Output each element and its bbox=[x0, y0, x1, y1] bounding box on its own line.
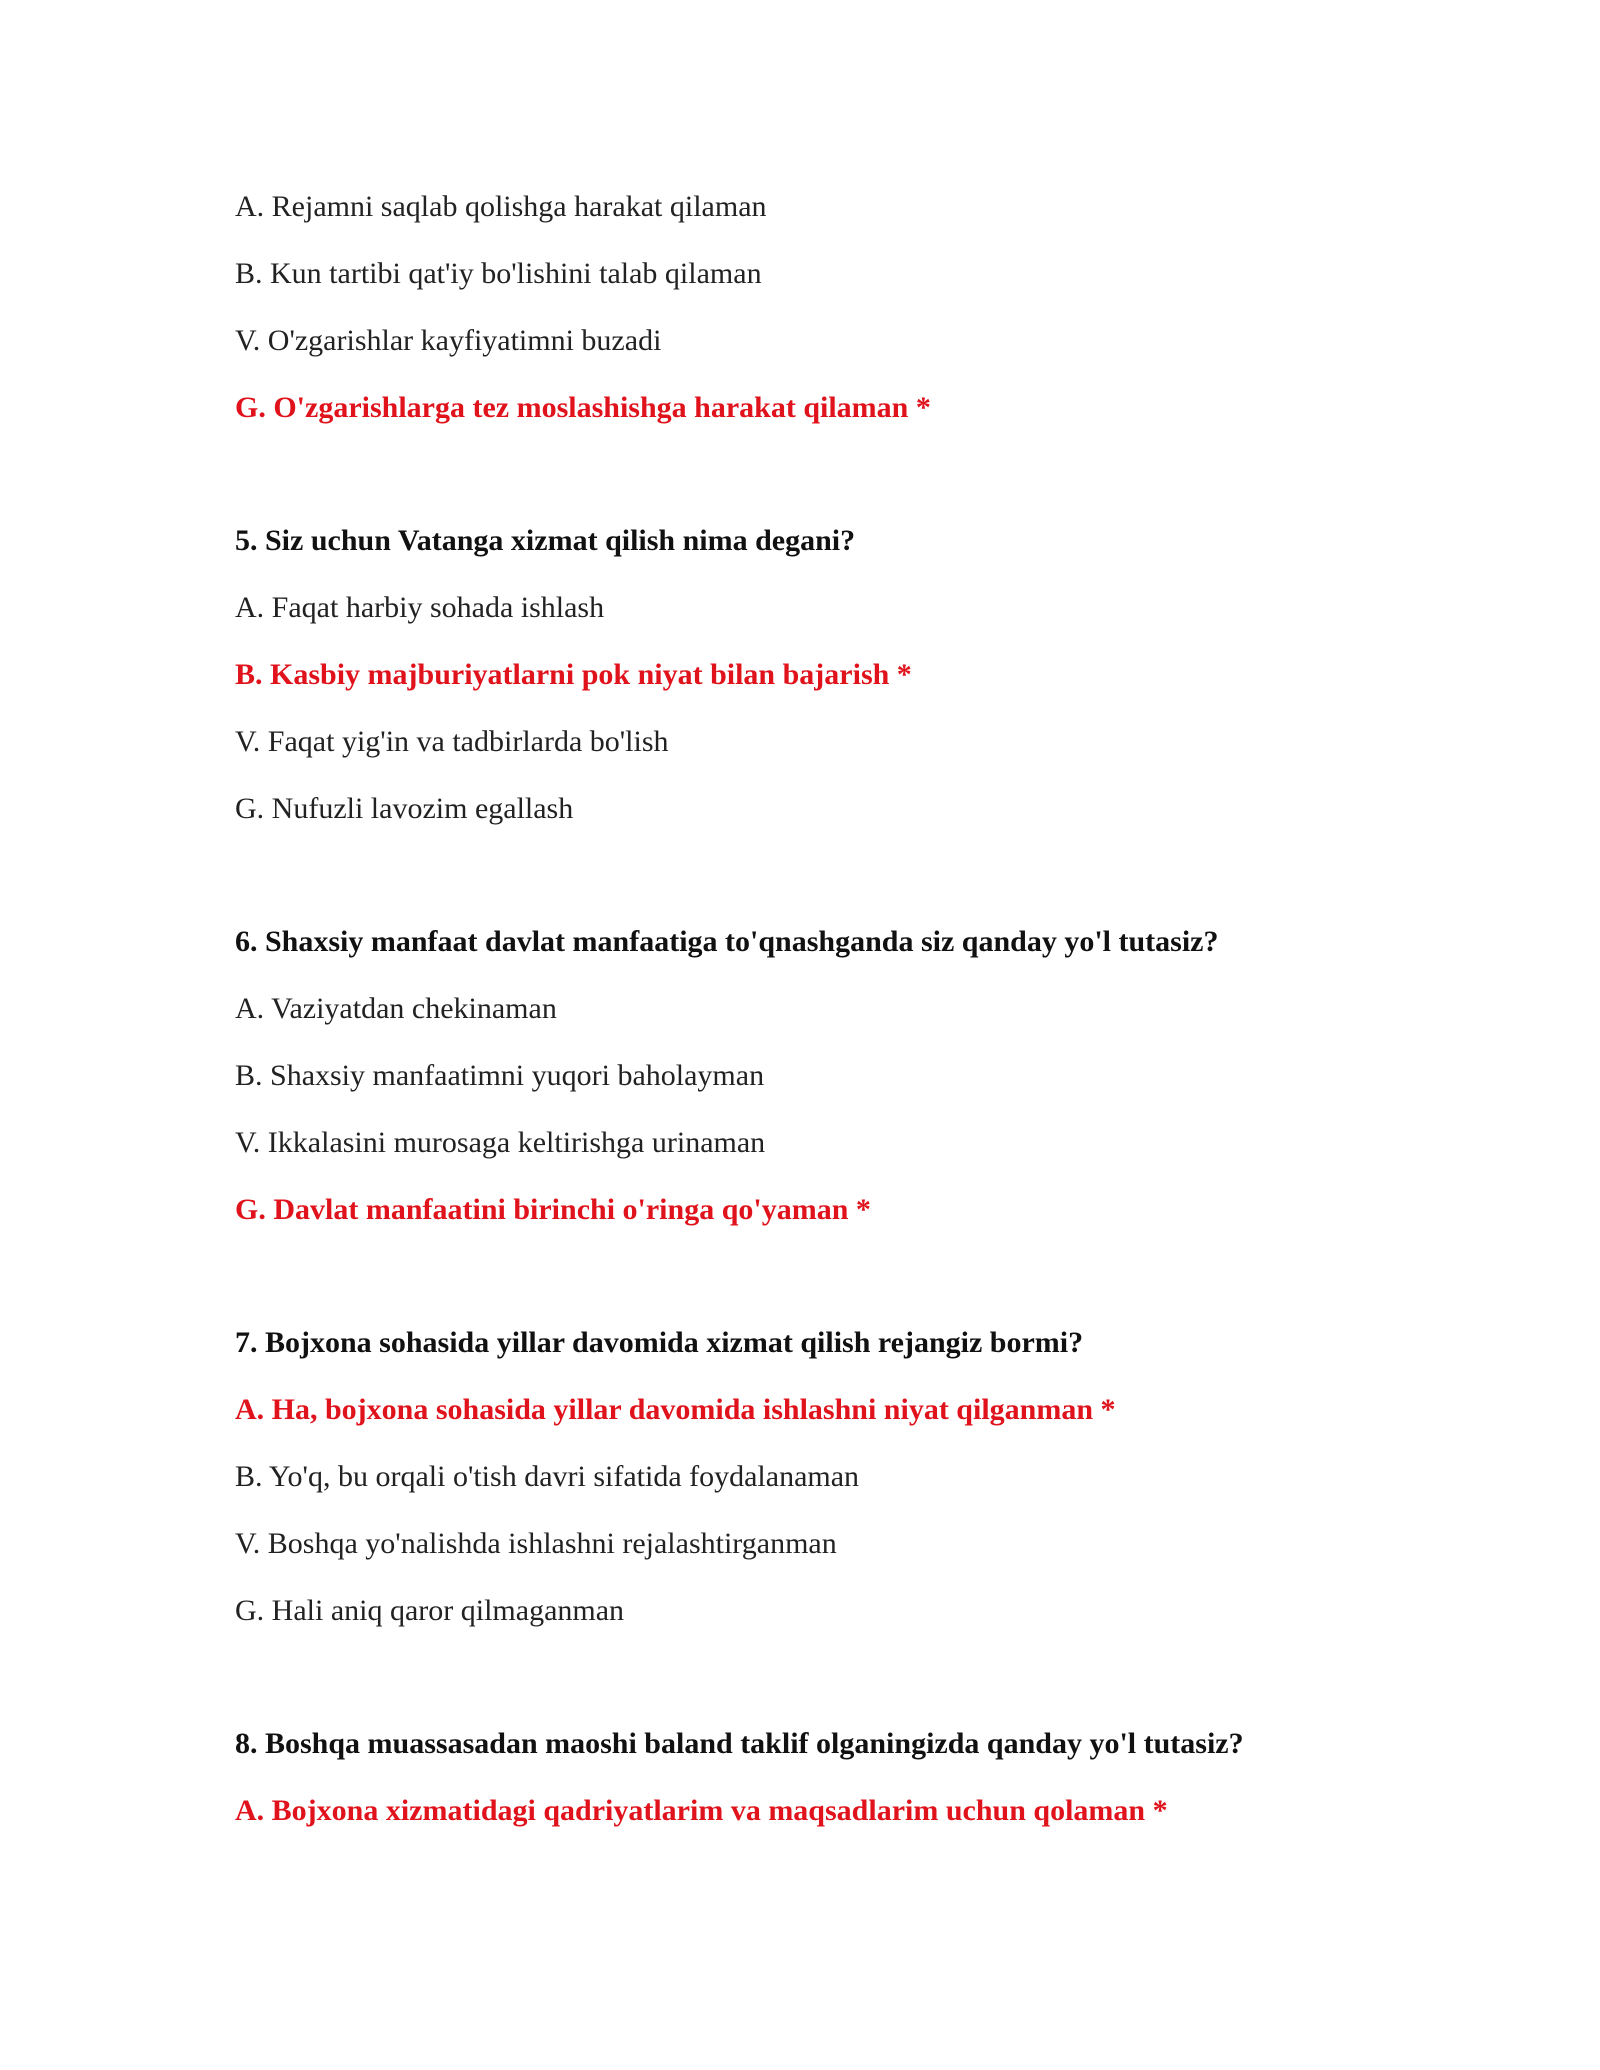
option-5g: G. Nufuzli lavozim egallash bbox=[235, 792, 574, 825]
option-5v: V. Faqat yig'in va tadbirlarda bo'lish bbox=[235, 725, 669, 758]
option-6b: B. Shaxsiy manfaatimni yuqori baholayman bbox=[235, 1059, 765, 1092]
question-6: 6. Shaxsiy manfaat davlat manfaatiga to'qnashganda siz qanday yo'l tutasiz? bbox=[235, 925, 1219, 958]
option-6a: A. Vaziyatdan chekinaman bbox=[235, 992, 557, 1025]
question-8: 8. Boshqa muassasadan maoshi baland taklif olganingizda qanday yo'l tutasiz? bbox=[235, 1727, 1244, 1760]
question-5: 5. Siz uchun Vatanga xizmat qilish nima degani? bbox=[235, 524, 856, 557]
option-5b-correct: B. Kasbiy majburiyatlarni pok niyat bilan bajarish * bbox=[235, 658, 912, 691]
option-6v: V. Ikkalasini murosaga keltirishga urinaman bbox=[235, 1126, 766, 1159]
option-7b: B. Yo'q, bu orqali o'tish davri sifatida foydalanaman bbox=[235, 1460, 860, 1493]
option-5a: A. Faqat harbiy sohada ishlash bbox=[235, 591, 605, 624]
option-4a: A. Rejamni saqlab qolishga harakat qilaman bbox=[235, 190, 767, 223]
option-4b: B. Kun tartibi qat'iy bo'lishini talab qilaman bbox=[235, 257, 762, 290]
question-7: 7. Bojxona sohasida yillar davomida xizmat qilish rejangiz bormi? bbox=[235, 1326, 1084, 1359]
option-6g-correct: G. Davlat manfaatini birinchi o'ringa qo'yaman * bbox=[235, 1193, 871, 1226]
option-4g-correct: G. O'zgarishlarga tez moslashishga harakat qilaman * bbox=[235, 391, 931, 424]
option-7v: V. Boshqa yo'nalishda ishlashni rejalashtirganman bbox=[235, 1527, 837, 1560]
option-8a-correct: A. Bojxona xizmatidagi qadriyatlarim va maqsadlarim uchun qolaman * bbox=[235, 1794, 1168, 1827]
option-7a-correct: A. Ha, bojxona sohasida yillar davomida ishlashni niyat qilganman * bbox=[235, 1393, 1116, 1426]
option-7g: G. Hali aniq qaror qilmaganman bbox=[235, 1594, 625, 1627]
option-4v: V. O'zgarishlar kayfiyatimni buzadi bbox=[235, 324, 662, 357]
